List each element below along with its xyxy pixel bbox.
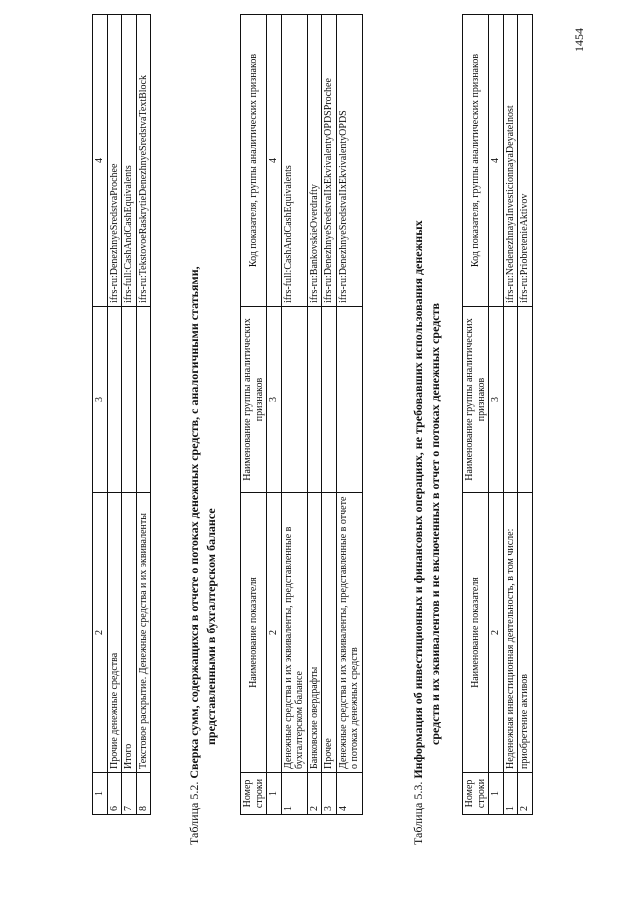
row-number: 7 xyxy=(122,773,137,815)
row-name: Прочее xyxy=(322,493,337,773)
caption-line-1: Сверка сумм, содержащихся в отчете о потоках денежных средств, с аналогичными статьями, xyxy=(187,266,201,779)
row-number: 1 xyxy=(503,773,518,815)
table-row xyxy=(122,15,137,815)
header-row-number: Номер строки xyxy=(241,773,267,815)
col-num-4: 4 xyxy=(93,15,108,307)
header-group-name: Наименование группы аналитических признаков xyxy=(241,307,267,493)
table-row xyxy=(307,15,322,815)
row-group xyxy=(107,307,122,493)
row-code: ifrs-ru:DenezhnyeSredstvaIIxEkvivalentyOPDSProchee xyxy=(322,15,337,307)
row-name: Прочие денежные средства xyxy=(107,493,122,773)
table-row xyxy=(503,15,518,815)
table-continuation xyxy=(92,14,151,815)
col-num-1: 1 xyxy=(267,773,282,815)
row-group xyxy=(136,307,151,493)
row-code: ifrs-ru:NedenezhnayaInvesticionnayaDeyatelnost xyxy=(503,15,518,307)
header-group-name: Наименование группы аналитических признаков xyxy=(463,307,489,493)
col-num-3: 3 xyxy=(267,307,282,493)
table-header-numbers xyxy=(489,15,504,815)
header-indicator-code: Код показателя, группы аналитических признаков xyxy=(463,15,489,307)
row-number: 4 xyxy=(336,773,362,815)
row-group xyxy=(503,307,518,493)
col-num-2: 2 xyxy=(267,493,282,773)
col-num-2: 2 xyxy=(489,493,504,773)
row-name: приобретение активов xyxy=(518,493,533,773)
col-num-1: 1 xyxy=(489,773,504,815)
page-number: 1454 xyxy=(572,28,586,52)
table-row xyxy=(136,15,151,815)
table-row xyxy=(336,15,362,815)
row-group xyxy=(307,307,322,493)
table-5-3 xyxy=(462,14,533,815)
table-5-2-caption xyxy=(186,15,220,845)
col-num-4: 4 xyxy=(267,15,282,307)
col-num-3: 3 xyxy=(93,307,108,493)
caption-line-1: Информация об инвестиционных и финансовых операциях, не требовавших использования денежных xyxy=(411,220,425,779)
row-number: 6 xyxy=(107,773,122,815)
row-name: Неденежная инвестиционная деятельность, в том числе: xyxy=(503,493,518,773)
table-header xyxy=(463,15,489,815)
table-header-numbers xyxy=(93,15,108,815)
row-group xyxy=(336,307,362,493)
row-group xyxy=(122,307,137,493)
col-num-3: 3 xyxy=(489,307,504,493)
row-name: Текстовое раскрытие. Денежные средства и их эквиваленты xyxy=(136,493,151,773)
row-code: ifrs-full:CashAndCashEquivalents xyxy=(281,15,307,307)
row-number: 1 xyxy=(281,773,307,815)
row-code: ifrs-ru:DenezhnyeSredstvaProchee xyxy=(107,15,122,307)
row-code: ifrs-ru:PriobretenieAktivov xyxy=(518,15,533,307)
row-code: ifrs-ru:TekstovoeRaskrytieDenezhnyeSredstvaTextBlock xyxy=(136,15,151,307)
row-group xyxy=(518,307,533,493)
row-group xyxy=(281,307,307,493)
row-number: 2 xyxy=(518,773,533,815)
row-number: 3 xyxy=(322,773,337,815)
header-indicator-name: Наименование показателя xyxy=(463,493,489,773)
caption-line-2: представленными в бухгалтерском балансе xyxy=(204,508,218,745)
header-row-number: Номер строки xyxy=(463,773,489,815)
header-indicator-code: Код показателя, группы аналитических признаков xyxy=(241,15,267,307)
caption-line-2: средств и их эквивалентов и не включенных в отчет о потоках денежных средств xyxy=(428,302,442,745)
table-header xyxy=(241,15,267,815)
table-row xyxy=(281,15,307,815)
table-5-3-caption xyxy=(410,15,444,845)
row-number: 8 xyxy=(136,773,151,815)
row-code: ifrs-ru:DenezhnyeSredstvaIIxEkvivalentyOPDS xyxy=(336,15,362,307)
col-num-4: 4 xyxy=(489,15,504,307)
col-num-2: 2 xyxy=(93,493,108,773)
row-code: ifrs-ru:BankovskieOverdrafty xyxy=(307,15,322,307)
table-row xyxy=(107,15,122,815)
row-number: 2 xyxy=(307,773,322,815)
caption-prefix: Таблица 5.2. xyxy=(187,781,201,845)
row-group xyxy=(322,307,337,493)
col-num-1: 1 xyxy=(93,773,108,815)
row-name: Денежные средства и их эквиваленты, представленные в бухгалтерском балансе xyxy=(281,493,307,773)
table-header-numbers xyxy=(267,15,282,815)
row-code: ifrs-full:CashAndCashEquivalents xyxy=(122,15,137,307)
table-row xyxy=(322,15,337,815)
table-5-2 xyxy=(240,14,363,815)
header-indicator-name: Наименование показателя xyxy=(241,493,267,773)
caption-prefix: Таблица 5.3. xyxy=(411,781,425,845)
table-row xyxy=(518,15,533,815)
row-name: Итого xyxy=(122,493,137,773)
row-name: Банковские овердрафты xyxy=(307,493,322,773)
row-name: Денежные средства и их эквиваленты, представленные в отчете о потоках денежных средств xyxy=(336,493,362,773)
